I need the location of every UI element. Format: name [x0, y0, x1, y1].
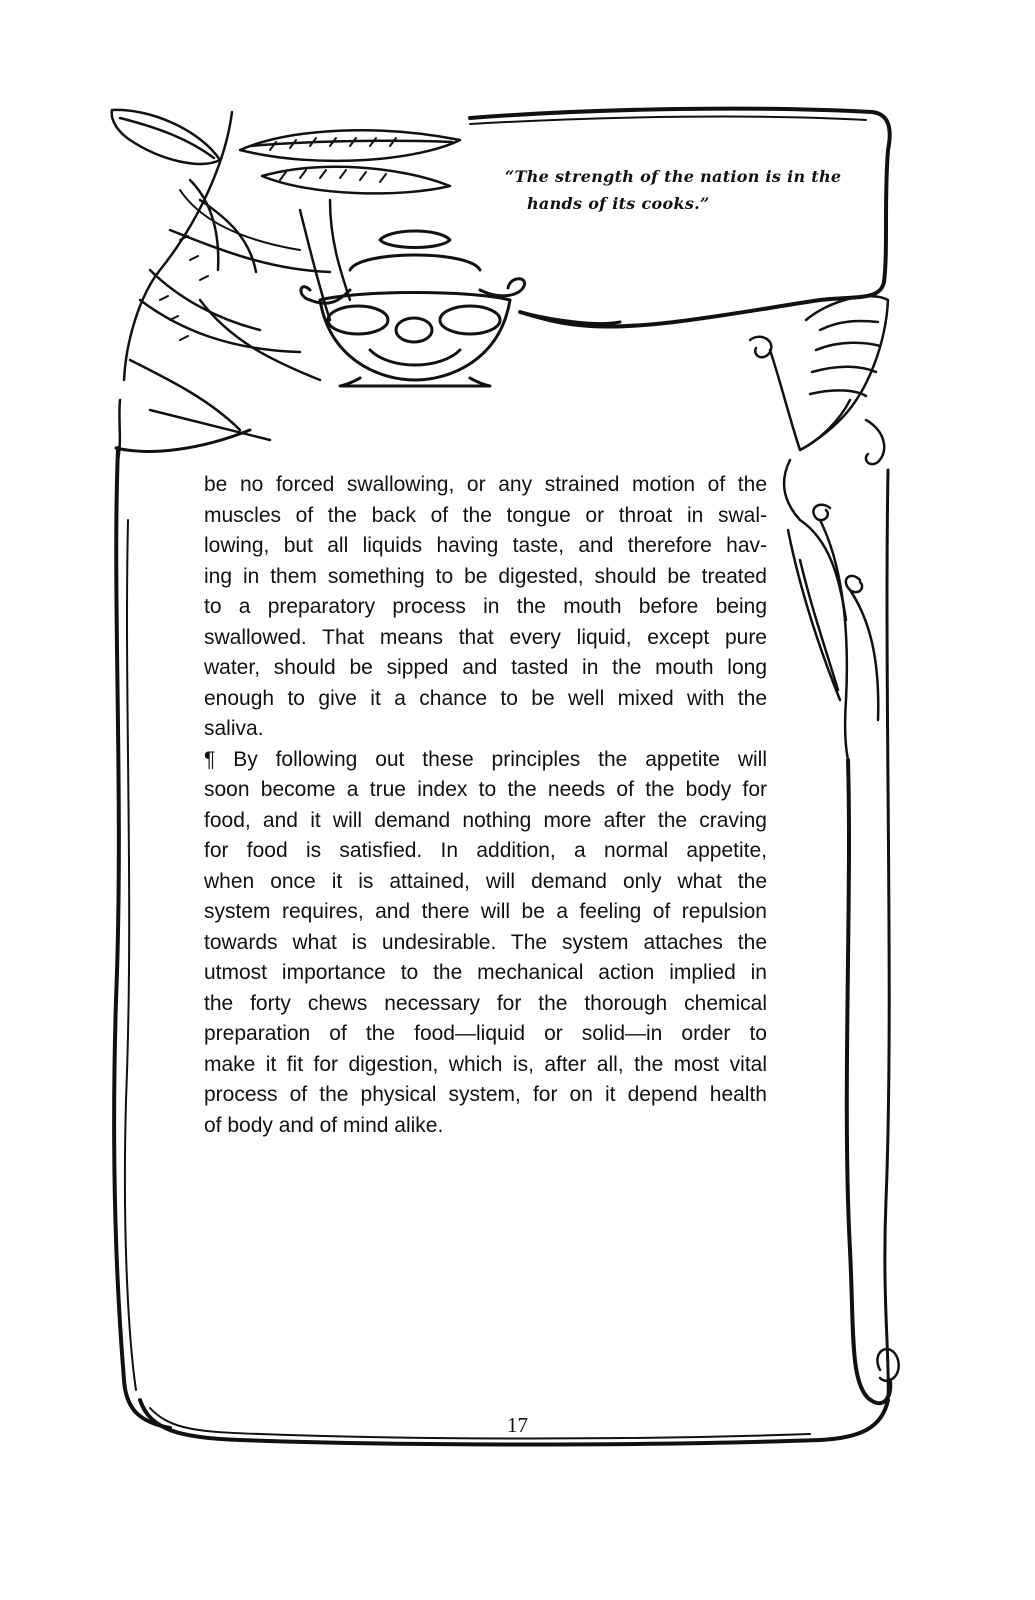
epigraph-quote [505, 163, 865, 217]
text-line: lowing, but all liquids having taste, and therefore hav- [204, 534, 767, 557]
text-line: for food is satisfied. In addition, a normal appetite, [204, 839, 767, 862]
paragraph-2 [204, 745, 767, 1142]
text-line: towards what is undesirable. The system attaches the [204, 930, 767, 954]
body-text [204, 470, 767, 1141]
text-line: system requires, and there will be a feeling of repulsion [204, 900, 767, 923]
text-line: enough to give it a chance to be well mixed with the [204, 686, 767, 710]
text-line: utmost importance to the mechanical action implied in [204, 961, 767, 984]
page-number: 17 [507, 1413, 528, 1437]
epigraph-line-2: hands of its cooks.” [527, 194, 710, 213]
text-line: be no forced swallowing, or any strained motion of the [204, 473, 767, 496]
text-line: when once it is attained, will demand only what the [204, 869, 767, 893]
text-line: of body and of mind alike. [204, 1113, 444, 1137]
text-line: ing in them something to be digested, should be treated [204, 564, 767, 588]
text-line: water, should be sipped and tasted in the mouth long [204, 656, 767, 679]
text-line: process of the physical system, for on it depend health [204, 1083, 767, 1106]
text-line: make it fit for digestion, which is, after all, the most vital [204, 1052, 767, 1076]
text-line-content: By following out these principles the appetite will [233, 747, 768, 771]
text-line: preparation of the food—liquid or solid—in order to [204, 1022, 767, 1045]
text-line: food, and it will demand nothing more after the craving [204, 808, 767, 832]
paragraph-1 [204, 470, 767, 745]
text-line: the forty chews necessary for the thorough chemical [204, 991, 767, 1015]
soup-tureen-icon [301, 231, 620, 386]
text-line: to a preparatory process in the mouth before being [204, 595, 767, 618]
corn-stalk-icon [750, 296, 888, 760]
epigraph-line-1: “The strength of the nation is in the [505, 167, 842, 186]
text-line: muscles of the back of the tongue or throat in swal- [204, 503, 767, 527]
wheat-sheaf-icon [112, 110, 460, 460]
text-line: swallowed. That means that every liquid, except pure [204, 625, 767, 649]
text-line: saliva. [204, 717, 264, 740]
text-line: soon become a true index to the needs of the body for [204, 778, 767, 801]
paragraph-mark: ¶ [204, 747, 216, 771]
text-line [204, 745, 767, 776]
